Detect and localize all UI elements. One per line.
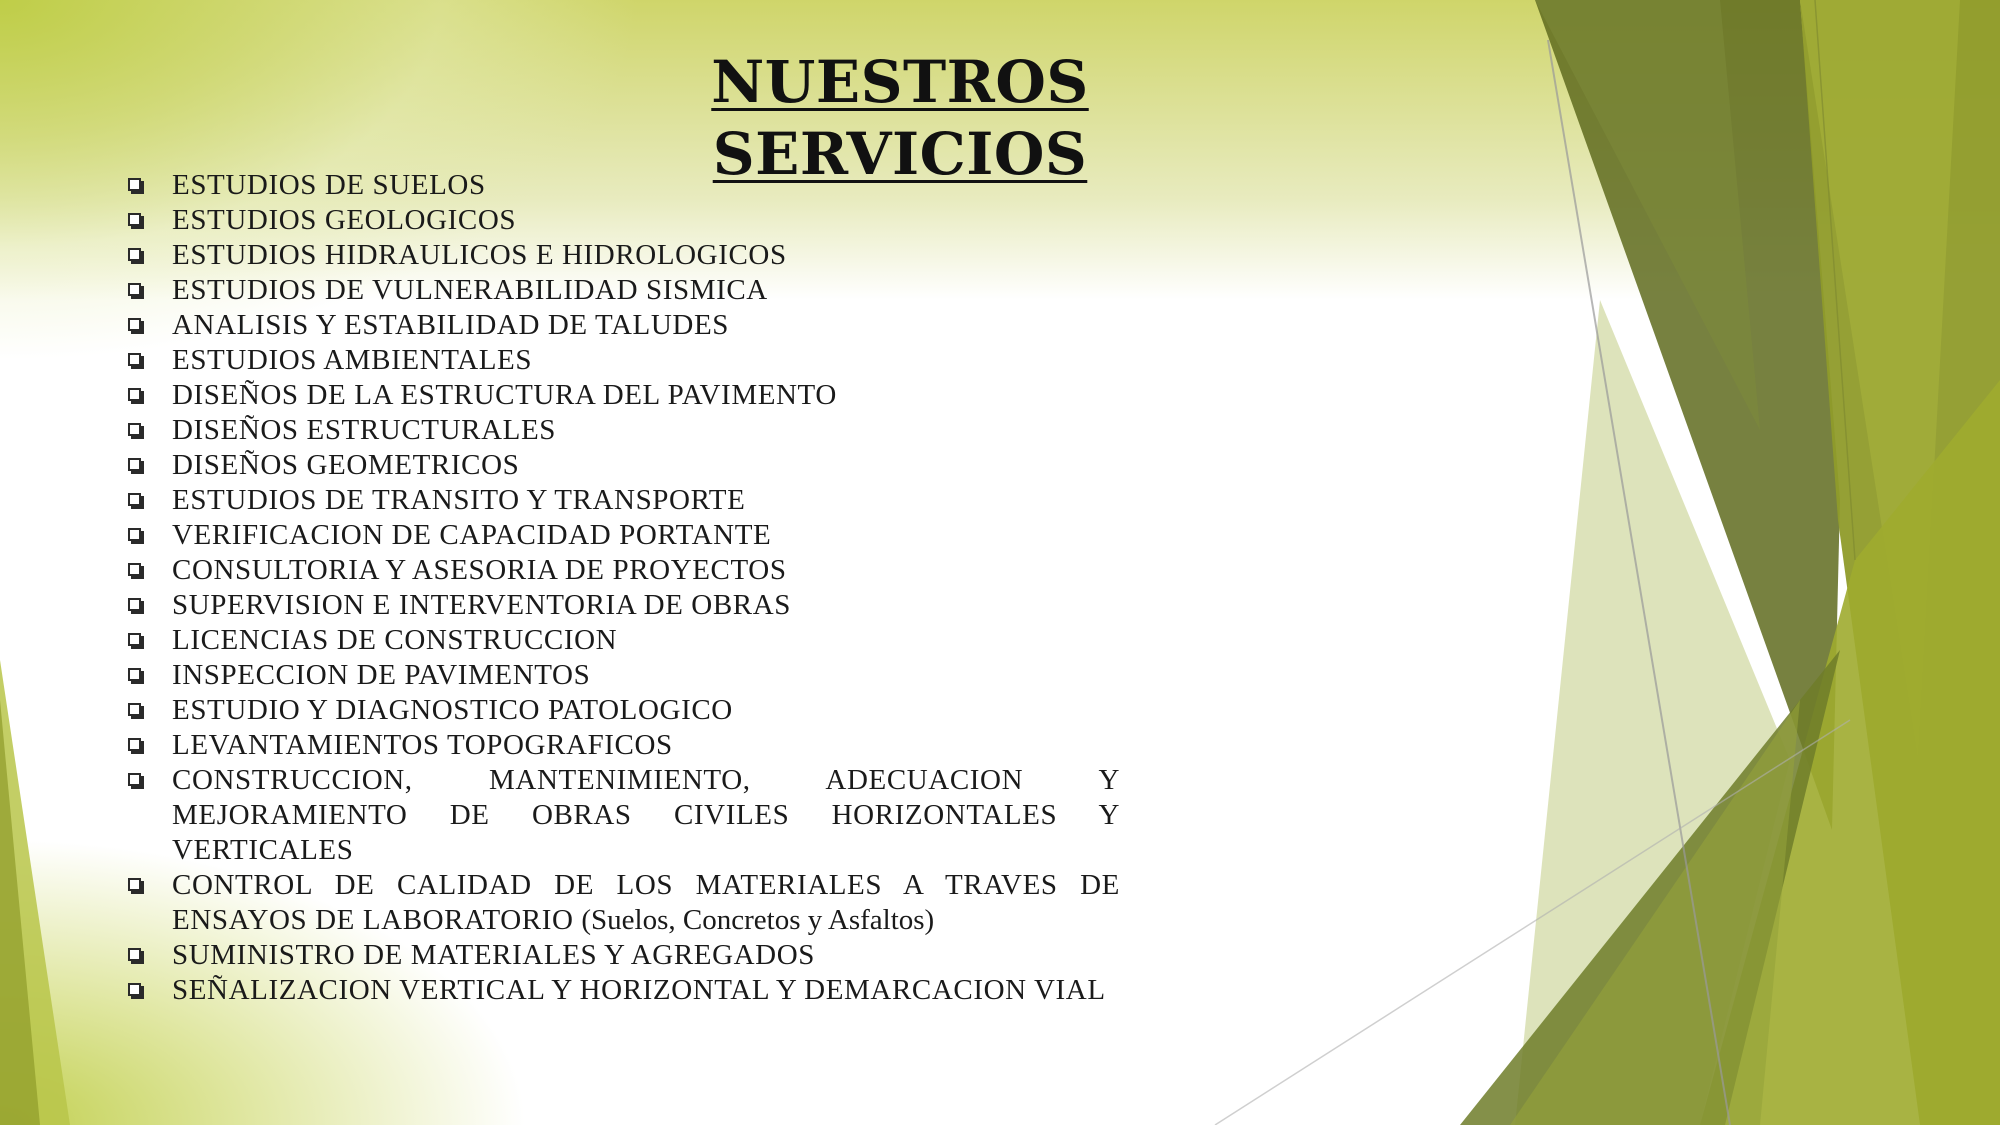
service-text: ESTUDIO Y DIAGNOSTICO PATOLOGICO	[172, 694, 733, 726]
service-text: SUPERVISION E INTERVENTORIA DE OBRAS	[172, 589, 792, 621]
list-item	[124, 343, 1120, 378]
service-text: DISEÑOS ESTRUCTURALES	[172, 414, 556, 446]
list-item	[124, 308, 1120, 343]
list-item	[124, 553, 1120, 588]
square-bullet-icon	[128, 458, 141, 471]
list-item	[124, 868, 1120, 938]
slide-title: NUESTROS SERVICIOS	[711, 48, 1089, 188]
square-bullet-icon	[128, 563, 141, 576]
list-item	[124, 763, 1120, 868]
service-text: DISEÑOS GEOMETRICOS	[172, 449, 520, 481]
service-text: ANALISIS Y ESTABILIDAD DE TALUDES	[172, 309, 729, 341]
service-text: ESTUDIOS DE SUELOS	[172, 169, 486, 201]
square-bullet-icon	[128, 528, 141, 541]
service-note: (Suelos, Concretos y Asfaltos)	[581, 904, 935, 936]
list-item	[124, 973, 1120, 1008]
square-bullet-icon	[128, 388, 141, 401]
square-bullet-icon	[128, 493, 141, 506]
square-bullet-icon	[128, 213, 141, 226]
square-bullet-icon	[128, 703, 141, 716]
square-bullet-icon	[128, 598, 141, 611]
service-text: SEÑALIZACION VERTICAL Y HORIZONTAL Y DEMARCACION VIAL	[172, 974, 1106, 1006]
list-item	[124, 693, 1120, 728]
list-item	[124, 938, 1120, 973]
service-text: ESTUDIOS HIDRAULICOS E HIDROLOGICOS	[172, 239, 787, 271]
square-bullet-icon	[128, 738, 141, 751]
list-item	[124, 413, 1120, 448]
service-text: LICENCIAS DE CONSTRUCCION	[172, 624, 618, 656]
list-item	[124, 483, 1120, 518]
square-bullet-icon	[128, 878, 141, 891]
list-item	[124, 238, 1120, 273]
list-item	[124, 588, 1120, 623]
list-item	[124, 728, 1120, 763]
list-item	[124, 203, 1120, 238]
service-text: ESTUDIOS DE TRANSITO Y TRANSPORTE	[172, 484, 746, 516]
square-bullet-icon	[128, 353, 141, 366]
square-bullet-icon	[128, 948, 141, 961]
list-item	[124, 273, 1120, 308]
services-list	[124, 168, 1120, 1008]
list-item	[124, 658, 1120, 693]
service-text: LEVANTAMIENTOS TOPOGRAFICOS	[172, 729, 673, 761]
square-bullet-icon	[128, 283, 141, 296]
service-text: SUMINISTRO DE MATERIALES Y AGREGADOS	[172, 939, 815, 971]
list-item	[124, 168, 1120, 203]
service-text: CONSULTORIA Y ASESORIA DE PROYECTOS	[172, 554, 787, 586]
square-bullet-icon	[128, 318, 141, 331]
square-bullet-icon	[128, 178, 141, 191]
square-bullet-icon	[128, 668, 141, 681]
service-text: ESTUDIOS AMBIENTALES	[172, 344, 533, 376]
list-item	[124, 448, 1120, 483]
service-text: INSPECCION DE PAVIMENTOS	[172, 659, 591, 691]
service-text: ESTUDIOS GEOLOGICOS	[172, 204, 517, 236]
square-bullet-icon	[128, 773, 141, 786]
service-text: CONTROL DE CALIDAD DE LOS MATERIALES A TRAVES DE ENSAYOS DE LABORATORIO	[172, 869, 1120, 936]
list-item	[124, 623, 1120, 658]
list-item	[124, 378, 1120, 413]
square-bullet-icon	[128, 983, 141, 996]
square-bullet-icon	[128, 633, 141, 646]
list-item	[124, 518, 1120, 553]
square-bullet-icon	[128, 248, 141, 261]
service-text: ESTUDIOS DE VULNERABILIDAD SISMICA	[172, 274, 768, 306]
service-text: CONSTRUCCION, MANTENIMIENTO, ADECUACION Y MEJORAMIENTO DE OBRAS CIVILES HORIZONTALES Y VERTICALES	[172, 764, 1120, 866]
service-text: VERIFICACION DE CAPACIDAD PORTANTE	[172, 519, 772, 551]
service-text: DISEÑOS DE LA ESTRUCTURA DEL PAVIMENTO	[172, 379, 837, 411]
square-bullet-icon	[128, 423, 141, 436]
